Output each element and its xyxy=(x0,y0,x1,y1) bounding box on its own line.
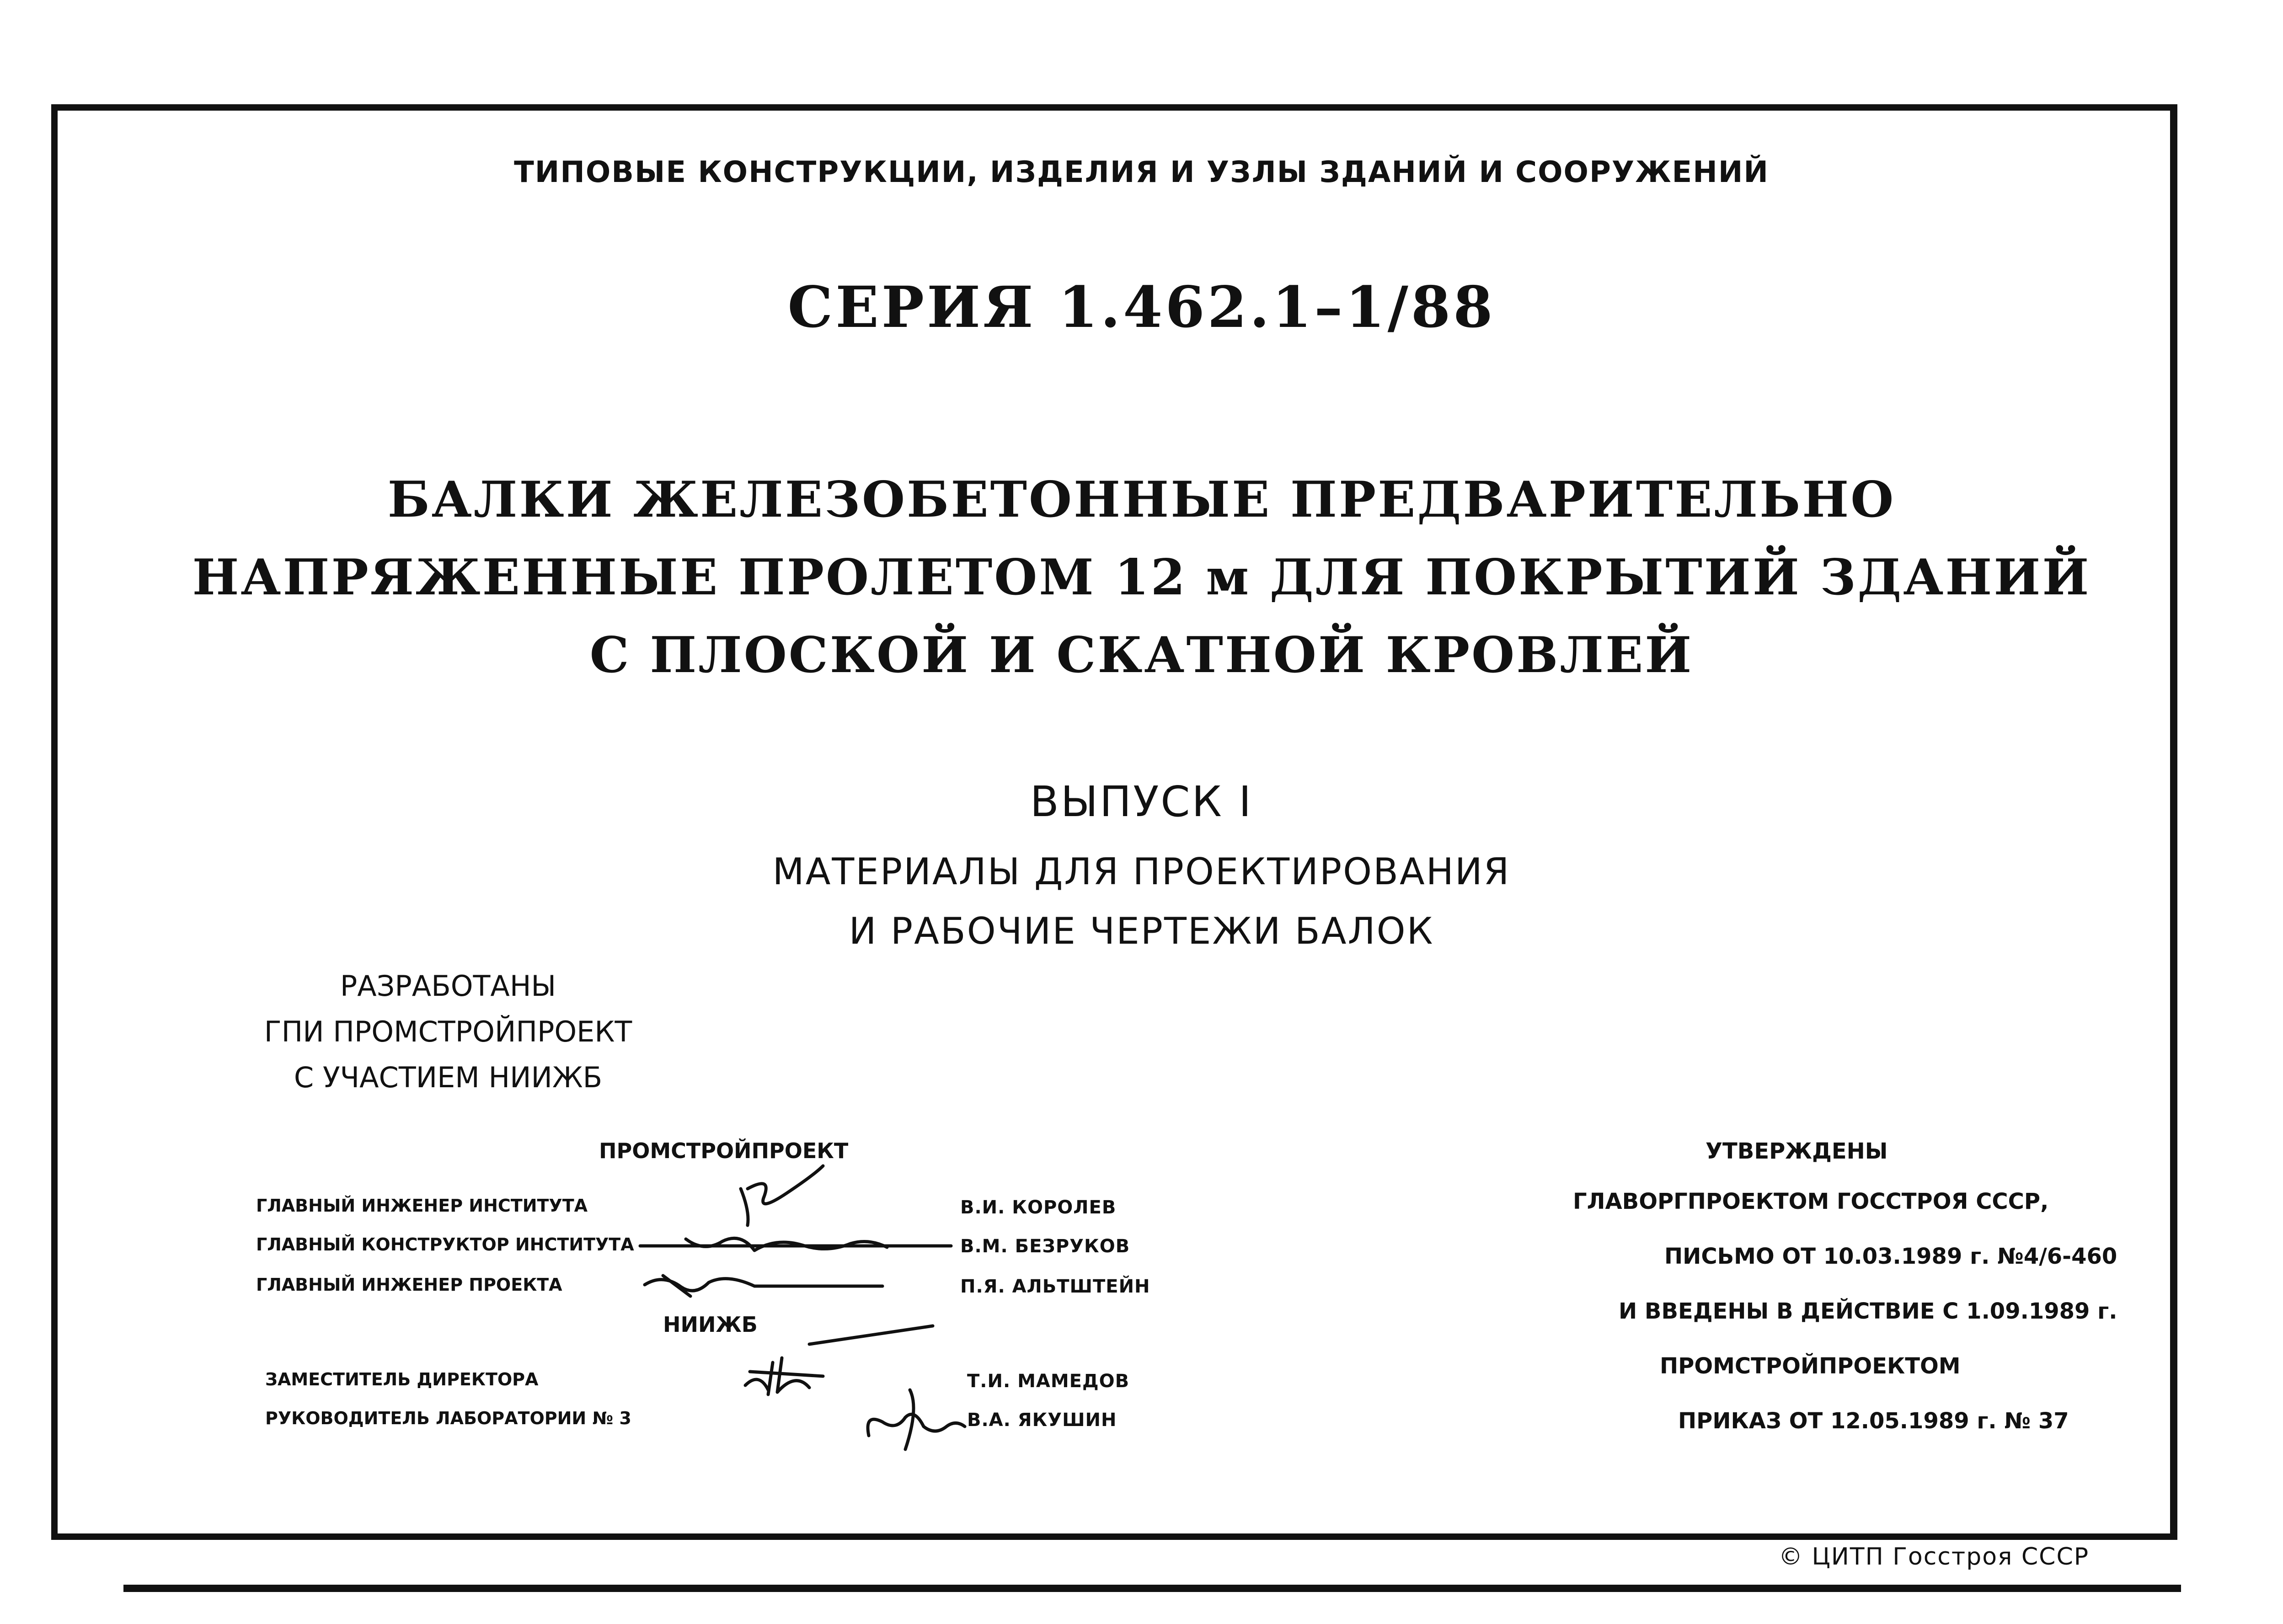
approval-letter: ПИСЬМО ОТ 10.03.1989 г. №4/6-460 xyxy=(1664,1244,2117,1269)
approval-by: ГЛАВОРГПРОЕКТОМ ГОССТРОЯ СССР, xyxy=(1573,1189,2049,1214)
issue-subtitle-2: И РАБОЧИЕ ЧЕРТЕЖИ БАЛОК xyxy=(849,910,1434,952)
role-deputy-director: ЗАМЕСТИТЕЛЬ ДИРЕКТОРА xyxy=(265,1369,539,1389)
developed-label: РАЗРАБОТАНЫ xyxy=(340,969,556,1003)
name-altshtein: П.Я. АЛЬТШТЕЙН xyxy=(960,1276,1150,1297)
name-korolev: В.И. КОРОЛЕВ xyxy=(960,1197,1117,1218)
signature-bezrukov-icon xyxy=(631,1225,960,1262)
org2-label: НИИЖБ xyxy=(663,1312,758,1337)
role-lab-head: РУКОВОДИТЕЛЬ ЛАБОРАТОРИИ № 3 xyxy=(265,1408,631,1428)
issue-label: ВЫПУСК I xyxy=(1030,777,1253,826)
title-line-2: НАПРЯЖЕННЫЕ ПРОЛЕТОМ 12 м ДЛЯ ПОКРЫТИЙ ЗДАНИЙ xyxy=(192,549,2091,606)
name-mamedov: Т.И. МАМЕДОВ xyxy=(967,1371,1130,1392)
title-line-1: БАЛКИ ЖЕЛЕЗОБЕТОННЫЕ ПРЕДВАРИТЕЛЬНО xyxy=(387,471,1896,529)
role-chief-designer: ГЛАВНЫЙ КОНСТРУКТОР ИНСТИТУТА xyxy=(256,1234,634,1255)
developed-participation: С УЧАСТИЕМ НИИЖБ xyxy=(294,1061,603,1094)
org1-label: ПРОМСТРОЙПРОЕКТ xyxy=(599,1138,849,1163)
issue-subtitle-1: МАТЕРИАЛЫ ДЛЯ ПРОЕКТИРОВАНИЯ xyxy=(772,850,1511,893)
approval-label: УТВЕРЖДЕНЫ xyxy=(1706,1138,1888,1164)
signature-mamedov-icon xyxy=(732,1344,850,1408)
copyright-notice: © ЦИТП Госстроя СССР xyxy=(1779,1543,2090,1571)
approval-effective: И ВВЕДЕНЫ В ДЕЙСТВИЕ С 1.09.1989 г. xyxy=(1619,1298,2117,1324)
approval-order: ПРИКАЗ ОТ 12.05.1989 г. № 37 xyxy=(1678,1408,2069,1434)
approval-effective-by: ПРОМСТРОЙПРОЕКТОМ xyxy=(1660,1353,1961,1379)
signature-korolev-icon xyxy=(732,1161,850,1234)
signature-altshtein-icon xyxy=(636,1264,892,1301)
role-project-engineer: ГЛАВНЫЙ ИНЖЕНЕР ПРОЕКТА xyxy=(256,1275,562,1295)
title-line-3: С ПЛОСКОЙ И СКАТНОЙ КРОВЛЕЙ xyxy=(589,626,1694,684)
collection-title: ТИПОВЫЕ КОНСТРУКЦИИ, ИЗДЕЛИЯ И УЗЛЫ ЗДАНИЙ И СООРУЖЕНИЙ xyxy=(514,155,1769,189)
frame-bottom-rule xyxy=(123,1585,2181,1592)
developed-org: ГПИ ПРОМСТРОЙПРОЕКТ xyxy=(264,1015,632,1048)
name-bezrukov: В.М. БЕЗРУКОВ xyxy=(960,1236,1130,1257)
signature-yakushin-icon xyxy=(855,1381,974,1454)
name-yakushin: В.А. ЯКУШИН xyxy=(967,1410,1117,1431)
role-chief-engineer: ГЛАВНЫЙ ИНЖЕНЕР ИНСТИТУТА xyxy=(256,1196,588,1216)
series-number: СЕРИЯ 1.462.1–1/88 xyxy=(787,274,1496,341)
